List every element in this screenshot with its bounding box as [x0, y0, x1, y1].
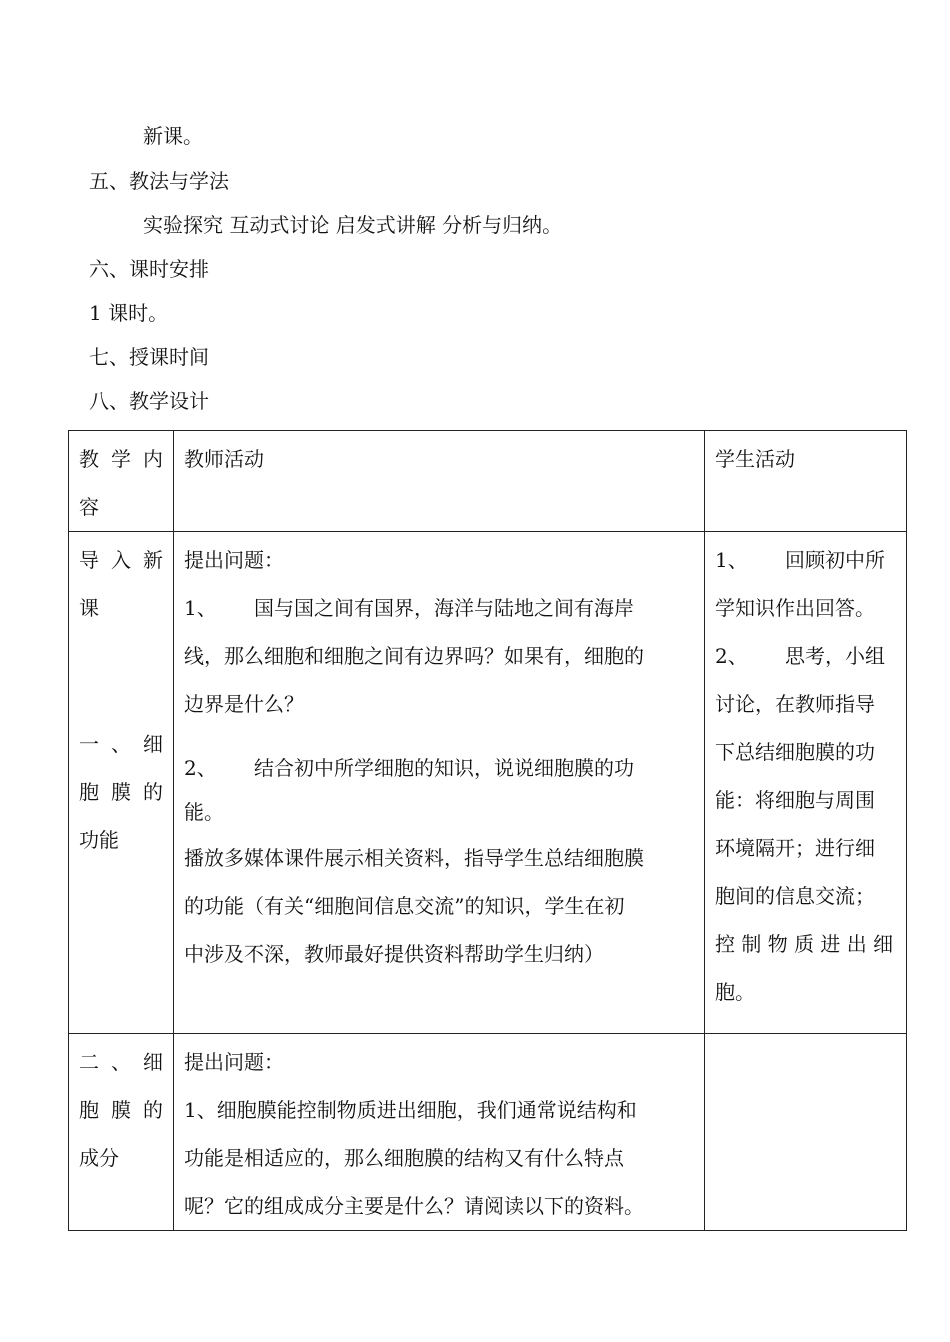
- row1-teacher-q1-line: [184, 584, 694, 632]
- header-content-label: 教 学 内: [79, 447, 163, 471]
- row1-teacher-q1-line: 边界是什么？: [184, 692, 304, 716]
- header-student-cell: [705, 431, 907, 532]
- row1-teacher-q2-line: [184, 746, 694, 790]
- row1-student-s2-line: 讨论，在教师指导: [715, 692, 875, 716]
- s2-number: 2、: [715, 644, 748, 668]
- section-heading-methods: 五、教法与学法: [89, 169, 229, 193]
- section-heading-time: 七、授课时间: [89, 345, 209, 369]
- row2-student-cell: [705, 1034, 907, 1231]
- row1-teacher-question-title: 提出问题：: [184, 548, 284, 572]
- row1-student-s2-line: 下总结细胞膜的功: [715, 740, 875, 764]
- row2-teacher-question-title: 提出问题：: [184, 1050, 284, 1074]
- header-student-label: 学生活动: [715, 447, 795, 471]
- row1-student-s1-line: [715, 536, 896, 584]
- row1-teacher-q1-line: 线，那么细胞和细胞之间有边界吗？如果有，细胞的: [184, 644, 644, 668]
- row2-teacher-line: 功能是相适应的，那么细胞膜的结构又有什么特点: [184, 1146, 624, 1170]
- text-line-hours: 1 课时。: [89, 301, 169, 325]
- row1-student-s2-line: 控 制 物 质 进 出 细: [715, 932, 894, 956]
- section-heading-schedule: 六、课时安排: [89, 257, 209, 281]
- row1-teacher-p3-line: 中涉及不深，教师最好提供资料帮助学生归纳）: [184, 942, 604, 966]
- row1-content-line: 功能: [79, 828, 119, 852]
- row1-content-line: 胞 膜 的: [79, 780, 163, 804]
- row1-student-s2-line: [715, 632, 896, 680]
- header-content-cell: [69, 431, 174, 532]
- table-header-row: [69, 431, 907, 532]
- row2-teacher-line: 1、细胞膜能控制物质进出细胞，我们通常说结构和: [184, 1098, 637, 1122]
- text-line-new-lesson: 新课。: [143, 124, 203, 148]
- row1-student-s2-line: 胞。: [715, 980, 755, 1004]
- table-row: [69, 1034, 907, 1231]
- text-line-methods: 实验探究 互动式讨论 启发式讲解 分析与归纳。: [143, 213, 563, 237]
- row1-student-s2-line: 能：将细胞与周围: [715, 788, 875, 812]
- row2-teacher-cell: [174, 1034, 705, 1231]
- row1-teacher-p3-line: 的功能（有关“细胞间信息交流”的知识，学生在初: [184, 894, 625, 918]
- row2-content-line: 胞 膜 的: [79, 1098, 163, 1122]
- row1-teacher-cell: [174, 532, 705, 1034]
- row1-content-cell: [69, 532, 174, 1034]
- section-heading-design: 八、教学设计: [89, 389, 209, 413]
- row1-teacher-p3-line: 播放多媒体课件展示相关资料，指导学生总结细胞膜: [184, 846, 644, 870]
- q2-number: 2、: [184, 756, 217, 780]
- s1-number: 1、: [715, 548, 748, 572]
- s2-text: 思考，小组: [785, 644, 885, 668]
- header-teacher-cell: [174, 431, 705, 532]
- row1-student-s2-line: 环境隔开；进行细: [715, 836, 875, 860]
- q1-number: 1、: [184, 596, 217, 620]
- s1-text: 回顾初中所: [785, 548, 885, 572]
- row1-student-cell: [705, 532, 907, 1034]
- header-teacher-label: 教师活动: [184, 447, 264, 471]
- teaching-design-table: [68, 430, 907, 1231]
- header-content-label-cont: 容: [79, 495, 99, 519]
- row1-content-line: 导 入 新: [79, 548, 163, 572]
- table-row: [69, 532, 907, 1034]
- row2-content-line: 成分: [79, 1146, 119, 1170]
- q2-text: 结合初中所学细胞的知识，说说细胞膜的功: [254, 756, 634, 780]
- row1-student-s2-line: 胞间的信息交流；: [715, 884, 875, 908]
- row1-student-s1-line: 学知识作出回答。: [715, 596, 875, 620]
- q1-text: 国与国之间有国界，海洋与陆地之间有海岸: [254, 596, 634, 620]
- row2-content-cell: [69, 1034, 174, 1231]
- row2-teacher-line: 呢？它的组成成分主要是什么？请阅读以下的资料。: [184, 1194, 644, 1218]
- row1-content-line: 课: [79, 596, 99, 620]
- row1-teacher-q2-line: 能。: [184, 800, 224, 824]
- row2-content-line: 二 、 细: [79, 1050, 163, 1074]
- row1-content-line: 一 、 细: [79, 732, 163, 756]
